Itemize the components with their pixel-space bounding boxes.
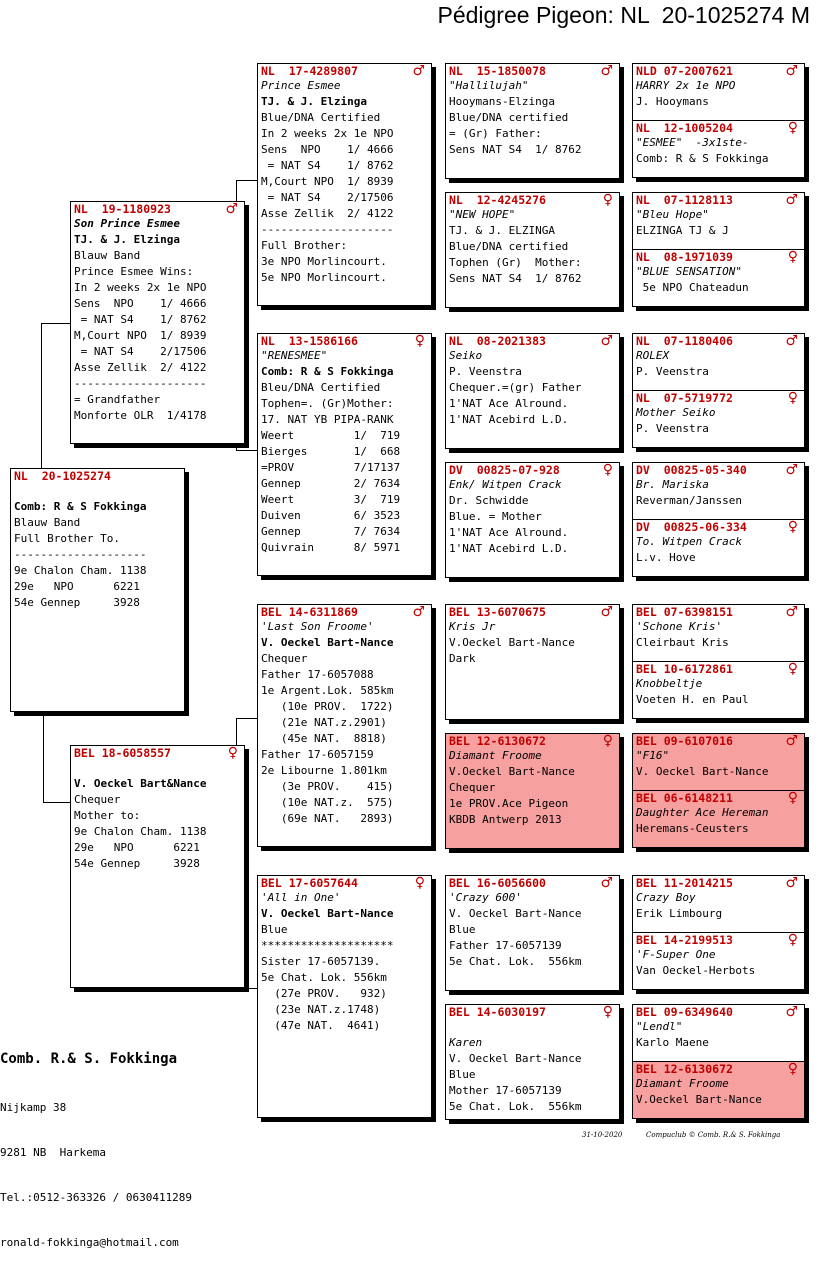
info-line: In 2 weeks 2x 1e NPO — [261, 127, 394, 140]
male-symbol-icon: ♂ — [600, 333, 613, 349]
ancestor-card-g4 — [632, 120, 805, 178]
ring-number: BEL 12-6130672 — [449, 734, 546, 748]
ring-number: DV 00825-07-928 — [449, 463, 560, 477]
connector-line — [632, 932, 636, 933]
ring-number: BEL 07-6398151 — [636, 605, 733, 619]
ring-number: BEL 13-6070675 — [449, 605, 546, 619]
owner-line: ronald-fokkinga@hotmail.com — [0, 1236, 179, 1249]
info-line: Kris Jr — [449, 620, 496, 633]
ring-number: BEL 14-2199513 — [636, 933, 733, 947]
info-line: Erik Limbourg — [636, 907, 723, 920]
info-line: Sens NPO 1/ 4666 — [261, 143, 394, 156]
ring-number: BEL 06-6148211 — [636, 791, 733, 805]
ring-number: BEL 12-6130672 — [636, 1062, 733, 1076]
info-line: M,Court NPO 1/ 8939 — [261, 175, 394, 188]
female-symbol-icon: ♀ — [787, 1061, 798, 1077]
female-symbol-icon: ♀ — [787, 790, 798, 806]
info-line: Gennep 2/ 7634 — [261, 477, 401, 490]
info-line: "Bleu Hope" — [636, 208, 709, 221]
ancestor-card-g4 — [632, 790, 805, 848]
info-line: Comb: R & S Fokkinga — [636, 152, 769, 165]
info-line: P. Veenstra — [449, 365, 522, 378]
info-line: (3e PROV. 415) — [261, 780, 394, 793]
info-line: Bierges 1/ 668 — [261, 445, 401, 458]
info-line: 1'NAT Acebird L.D. — [449, 542, 569, 555]
info-line: Father 17-6057159 — [261, 748, 374, 761]
male-symbol-icon: ♂ — [785, 462, 798, 478]
ancestor-card-g4 — [632, 333, 805, 391]
info-line: 5e Chat. Lok. 556km — [449, 955, 582, 968]
info-line: Chequer.=(gr) Father — [449, 381, 582, 394]
connector-line — [41, 323, 71, 324]
info-line: Diamant Froome — [636, 1077, 729, 1090]
info-line: -------------------- — [261, 223, 394, 236]
info-line: Blue — [261, 923, 288, 936]
ring-number: NL 19-1180923 — [74, 202, 171, 216]
info-line: 9e Chalon Cham. 1138 — [14, 564, 147, 577]
info-line: 3e NPO Morlincourt. — [261, 255, 387, 268]
ring-number: BEL 09-6349640 — [636, 1005, 733, 1019]
father-card — [70, 201, 245, 444]
info-line: 1'NAT Ace Alround. — [449, 526, 569, 539]
info-line: 1'NAT Acebird L.D. — [449, 413, 569, 426]
info-line: 29e NPO 6221 — [74, 841, 200, 854]
connector-line — [236, 718, 258, 719]
info-line: Bleu/DNA Certified — [261, 381, 381, 394]
info-line: (47e NAT. 4641) — [261, 1019, 381, 1032]
info-line: 5e NPO Chateadun — [636, 281, 749, 294]
ring-number: NL 12-4245276 — [449, 193, 546, 207]
ring-number: BEL 16-6056600 — [449, 876, 546, 890]
ring-number: NL 20-1025274 — [14, 469, 111, 483]
info-line: Blue. = Mother — [449, 510, 542, 523]
info-line: P. Veenstra — [636, 365, 709, 378]
ring-number: BEL 14-6311869 — [261, 605, 358, 619]
info-line: Mother to: — [74, 809, 141, 822]
info-line — [74, 760, 244, 776]
info-line: Seiko — [449, 349, 483, 362]
female-symbol-icon: ♀ — [602, 462, 613, 478]
female-symbol-icon: ♀ — [787, 661, 798, 677]
info-line: Prince Esmee Wins: — [74, 265, 194, 278]
info-line: Sens NPO 1/ 4666 — [74, 297, 207, 310]
info-line — [14, 483, 184, 499]
info-line: 'Crazy 600' — [449, 891, 522, 904]
info-line: Reverman/Janssen — [636, 494, 742, 507]
info-line: Monforte OLR 1/4178 — [74, 409, 207, 422]
ancestor-card-g4 — [632, 875, 805, 933]
male-symbol-icon: ♂ — [412, 604, 425, 620]
info-line: Daughter Ace Hereman — [636, 806, 769, 819]
info-line: Van Oeckel-Herbots — [636, 964, 756, 977]
ring-number: BEL 09-6107016 — [636, 734, 733, 748]
ring-number: NL 17-4289807 — [261, 64, 358, 78]
ancestor-card-g4 — [632, 733, 805, 791]
female-symbol-icon: ♀ — [787, 120, 798, 136]
info-line: L.v. Hove — [636, 551, 696, 564]
ancestor-card-g3 — [445, 192, 620, 308]
info-line: V.Oeckel Bart-Nance — [449, 765, 575, 778]
info-line: "F16" — [636, 749, 670, 762]
info-line: V. Oeckel Bart-Nance — [449, 1052, 582, 1065]
male-symbol-icon: ♂ — [785, 1004, 798, 1020]
ring-number: NL 12-1005204 — [636, 121, 733, 135]
info-line: "BLUE SENSATION" — [636, 265, 742, 278]
footer-software: Compuclub © Comb. R.& S. Fokkinga — [646, 1131, 781, 1139]
ancestor-card-g3 — [445, 604, 620, 720]
info-line: Blauw Band — [14, 516, 81, 529]
info-line: TJ. & J. Elzinga — [261, 95, 367, 108]
ancestor-card-g3 — [445, 875, 620, 991]
ancestor-card-g4 — [632, 390, 805, 448]
female-symbol-icon: ♀ — [787, 932, 798, 948]
info-line: Br. Mariska — [636, 478, 709, 491]
info-line: 9e Chalon Cham. 1138 — [74, 825, 207, 838]
info-line: Chequer — [261, 652, 308, 665]
info-line: = (Gr) Father: — [449, 127, 542, 140]
info-line: (10e NAT.z. 575) — [261, 796, 394, 809]
info-line: 1e Argent.Lok. 585km — [261, 684, 394, 697]
ancestor-card-g3 — [445, 733, 620, 849]
info-line: (23e NAT.z.1748) — [261, 1003, 381, 1016]
male-symbol-icon: ♂ — [785, 604, 798, 620]
ring-number: BEL 17-6057644 — [261, 876, 358, 890]
ring-number: BEL 14-6030197 — [449, 1005, 546, 1019]
info-line: 'F-Super One — [636, 948, 716, 961]
info-line: Sens NAT S4 1/ 8762 — [449, 272, 582, 285]
ancestor-card-g4 — [632, 604, 805, 662]
owner-name: Comb. R.& S. Fokkinga — [0, 1051, 178, 1067]
info-line: Blauw Band — [74, 249, 141, 262]
info-line: In 2 weeks 2x 1e NPO — [74, 281, 207, 294]
male-symbol-icon: ♂ — [785, 733, 798, 749]
info-line: Blue/DNA certified — [449, 240, 569, 253]
female-symbol-icon: ♀ — [787, 390, 798, 406]
info-line: Chequer — [449, 781, 496, 794]
info-line: Asse Zellik 2/ 4122 — [261, 207, 394, 220]
info-line: Heremans-Ceusters — [636, 822, 749, 835]
ring-number: DV 00825-06-334 — [636, 520, 747, 534]
info-line: = NAT S4 1/ 8762 — [74, 313, 207, 326]
info-line: = NAT S4 2/17506 — [74, 345, 207, 358]
connector-line — [236, 450, 258, 451]
info-line: (27e PROV. 932) — [261, 987, 387, 1000]
ring-number: DV 00825-05-340 — [636, 463, 747, 477]
owner-line: Nijkamp 38 — [0, 1101, 67, 1114]
male-symbol-icon: ♂ — [600, 875, 613, 891]
info-line: V.Oeckel Bart-Nance — [636, 1093, 762, 1106]
ring-number: NL 15-1850078 — [449, 64, 546, 78]
ring-number: NL 07-5719772 — [636, 391, 733, 405]
info-line: 1'NAT Ace Alround. — [449, 397, 569, 410]
connector-line — [43, 802, 71, 803]
info-line: Mother 17-6057139 — [449, 1084, 562, 1097]
male-symbol-icon: ♂ — [600, 63, 613, 79]
info-line: Sens NAT S4 1/ 8762 — [449, 143, 582, 156]
footer-date: 31-10-2020 — [582, 1131, 623, 1139]
info-line: 5e Chat. Lok. 556km — [449, 1100, 582, 1113]
info-line — [449, 1019, 619, 1035]
info-line: =PROV 7/17137 — [261, 461, 401, 474]
info-line: ******************** — [261, 939, 394, 952]
info-line: Dr. Schwidde — [449, 494, 529, 507]
info-line: V. Oeckel Bart&Nance — [74, 777, 207, 790]
owner-line: Tel.:0512-363326 / 0630411289 — [0, 1191, 193, 1204]
female-symbol-icon: ♀ — [787, 249, 798, 265]
ancestor-card-g4 — [632, 932, 805, 990]
male-symbol-icon: ♂ — [412, 63, 425, 79]
ancestor-card-g4 — [632, 192, 805, 250]
info-line: 1e PROV.Ace Pigeon — [449, 797, 569, 810]
grandmother-maternal-card — [257, 875, 432, 1118]
info-line: Dark — [449, 652, 476, 665]
info-line: Sister 17-6057139. — [261, 955, 381, 968]
info-line: Chequer — [74, 793, 121, 806]
info-line: = NAT S4 1/ 8762 — [261, 159, 394, 172]
info-line: 'Schone Kris' — [636, 620, 723, 633]
info-line: Blue — [449, 1068, 476, 1081]
ancestor-card-g3 — [445, 1004, 620, 1120]
info-line: Son Prince Esmee — [74, 217, 180, 230]
info-line: TJ. & J. Elzinga — [74, 233, 180, 246]
info-line: 5e NPO Morlincourt. — [261, 271, 387, 284]
info-line: 'All in One' — [261, 891, 341, 904]
info-line: 54e Gennep 3928 — [74, 857, 200, 870]
ring-number: NL 08-2021383 — [449, 334, 546, 348]
ring-number: NL 07-1180406 — [636, 334, 733, 348]
info-line: Hooymans-Elzinga — [449, 95, 555, 108]
grandfather-paternal-card — [257, 63, 432, 306]
info-line: Asse Zellik 2/ 4122 — [74, 361, 207, 374]
info-line: Diamant Froome — [449, 749, 542, 762]
info-line: Blue/DNA certified — [449, 111, 569, 124]
ancestor-card-g3 — [445, 333, 620, 449]
info-line: Tophen (Gr) Mother: — [449, 256, 582, 269]
info-line: 29e NPO 6221 — [14, 580, 140, 593]
info-line: Weert 1/ 719 — [261, 429, 401, 442]
grandfather-maternal-card — [257, 604, 432, 847]
info-line: Blue/DNA Certified — [261, 111, 381, 124]
ancestor-card-g4 — [632, 661, 805, 719]
grandmother-paternal-card — [257, 333, 432, 576]
connector-line — [41, 323, 42, 469]
info-line: = Grandfather — [74, 393, 161, 406]
male-symbol-icon: ♂ — [785, 192, 798, 208]
connector-line — [632, 120, 636, 121]
female-symbol-icon: ♀ — [227, 745, 238, 761]
info-line: To. Witpen Crack — [636, 535, 742, 548]
main-pigeon-card — [10, 468, 185, 712]
female-symbol-icon: ♀ — [602, 1004, 613, 1020]
info-line: Prince Esmee — [261, 79, 341, 92]
info-line: 'Last Son Froome' — [261, 620, 374, 633]
connector-line — [43, 712, 44, 802]
connector-line — [632, 1061, 636, 1062]
male-symbol-icon: ♂ — [600, 604, 613, 620]
info-line: Duiven 6/ 3523 — [261, 509, 401, 522]
ancestor-card-g4 — [632, 249, 805, 307]
info-line: Blue — [449, 923, 476, 936]
info-line: V. Oeckel Bart-Nance — [636, 765, 769, 778]
info-line: 2e Libourne 1.801km — [261, 764, 387, 777]
info-line: P. Veenstra — [636, 422, 709, 435]
info-line: Full Brother: — [261, 239, 348, 252]
info-line: Quivrain 8/ 5971 — [261, 541, 401, 554]
connector-line — [236, 180, 258, 181]
info-line: "RENESMEE" — [261, 349, 328, 362]
info-line: M,Court NPO 1/ 8939 — [74, 329, 207, 342]
connector-line — [632, 249, 636, 250]
info-line: (45e NAT. 8818) — [261, 732, 387, 745]
info-line: Karlo Maene — [636, 1036, 709, 1049]
ring-number: NL 07-1128113 — [636, 193, 733, 207]
mother-card — [70, 745, 245, 988]
info-line: ELZINGA TJ & J — [636, 224, 729, 237]
info-line: -------------------- — [14, 548, 147, 561]
owner-line: 9281 NB Harkema — [0, 1146, 106, 1159]
info-line: (69e NAT. 2893) — [261, 812, 394, 825]
info-line: "Hallilujah" — [449, 79, 529, 92]
info-line: V. Oeckel Bart-Nance — [261, 636, 394, 649]
info-line: V. Oeckel Bart-Nance — [449, 907, 582, 920]
info-line: TJ. & J. ELZINGA — [449, 224, 555, 237]
info-line: J. Hooymans — [636, 95, 709, 108]
connector-line — [632, 790, 636, 791]
connector-line — [632, 519, 636, 520]
ring-number: BEL 18-6058557 — [74, 746, 171, 760]
male-symbol-icon: ♂ — [785, 63, 798, 79]
info-line: V.Oeckel Bart-Nance — [449, 636, 575, 649]
ancestor-card-g4 — [632, 519, 805, 577]
page-title: Pédigree Pigeon: NL 20-1025274 M — [437, 2, 810, 28]
connector-line — [236, 988, 258, 989]
info-line: 5e Chat. Lok. 556km — [261, 971, 387, 984]
info-line: Karen — [449, 1036, 483, 1049]
info-line: Crazy Boy — [636, 891, 696, 904]
info-line: "ESMEE" -3x1ste- — [636, 136, 749, 149]
owner-block — [0, 1018, 192, 1265]
info-line: V. Oeckel Bart-Nance — [261, 907, 394, 920]
female-symbol-icon: ♀ — [602, 192, 613, 208]
female-symbol-icon: ♀ — [414, 875, 425, 891]
male-symbol-icon: ♂ — [785, 333, 798, 349]
info-line: Comb: R & S Fokkinga — [261, 365, 394, 378]
info-line: Father 17-6057139 — [449, 939, 562, 952]
info-line: Father 17-6057088 — [261, 668, 374, 681]
info-line: Knobbeltje — [636, 677, 703, 690]
info-line: "Lendl" — [636, 1020, 683, 1033]
ancestor-card-g4 — [632, 63, 805, 121]
info-line: (21e NAT.z.2901) — [261, 716, 387, 729]
ring-number: BEL 10-6172861 — [636, 662, 733, 676]
ring-number: NLD 07-2007621 — [636, 64, 733, 78]
info-line: Tophen=. (Gr)Mother: — [261, 397, 394, 410]
ancestor-card-g4 — [632, 1004, 805, 1062]
connector-line — [632, 661, 636, 662]
ancestor-card-g3 — [445, 462, 620, 578]
info-line: Comb: R & S Fokkinga — [14, 500, 147, 513]
ancestor-card-g4 — [632, 1061, 805, 1119]
info-line: (10e PROV. 1722) — [261, 700, 394, 713]
info-line: ROLEX — [636, 349, 670, 362]
info-line: Gennep 7/ 7634 — [261, 525, 401, 538]
info-line: 17. NAT YB PIPA-RANK — [261, 413, 394, 426]
info-line: Weert 3/ 719 — [261, 493, 401, 506]
info-line: Full Brother To. — [14, 532, 120, 545]
male-symbol-icon: ♂ — [785, 875, 798, 891]
ancestor-card-g4 — [632, 462, 805, 520]
female-symbol-icon: ♀ — [414, 333, 425, 349]
info-line: -------------------- — [74, 377, 207, 390]
male-symbol-icon: ♂ — [225, 201, 238, 217]
info-line: KBDB Antwerp 2013 — [449, 813, 562, 826]
info-line: HARRY 2x 1e NPO — [636, 79, 736, 92]
ancestor-card-g3 — [445, 63, 620, 179]
info-line: = NAT S4 2/17506 — [261, 191, 394, 204]
ring-number: NL 08-1971039 — [636, 250, 733, 264]
female-symbol-icon: ♀ — [787, 519, 798, 535]
info-line: Mother Seiko — [636, 406, 716, 419]
ring-number: NL 13-1586166 — [261, 334, 358, 348]
info-line: Cleirbaut Kris — [636, 636, 729, 649]
connector-line — [632, 390, 636, 391]
info-line: Voeten H. en Paul — [636, 693, 749, 706]
info-line: 54e Gennep 3928 — [14, 596, 140, 609]
ring-number: BEL 11-2014215 — [636, 876, 733, 890]
female-symbol-icon: ♀ — [602, 733, 613, 749]
info-line: "NEW HOPE" — [449, 208, 516, 221]
info-line: Enk/ Witpen Crack — [449, 478, 562, 491]
